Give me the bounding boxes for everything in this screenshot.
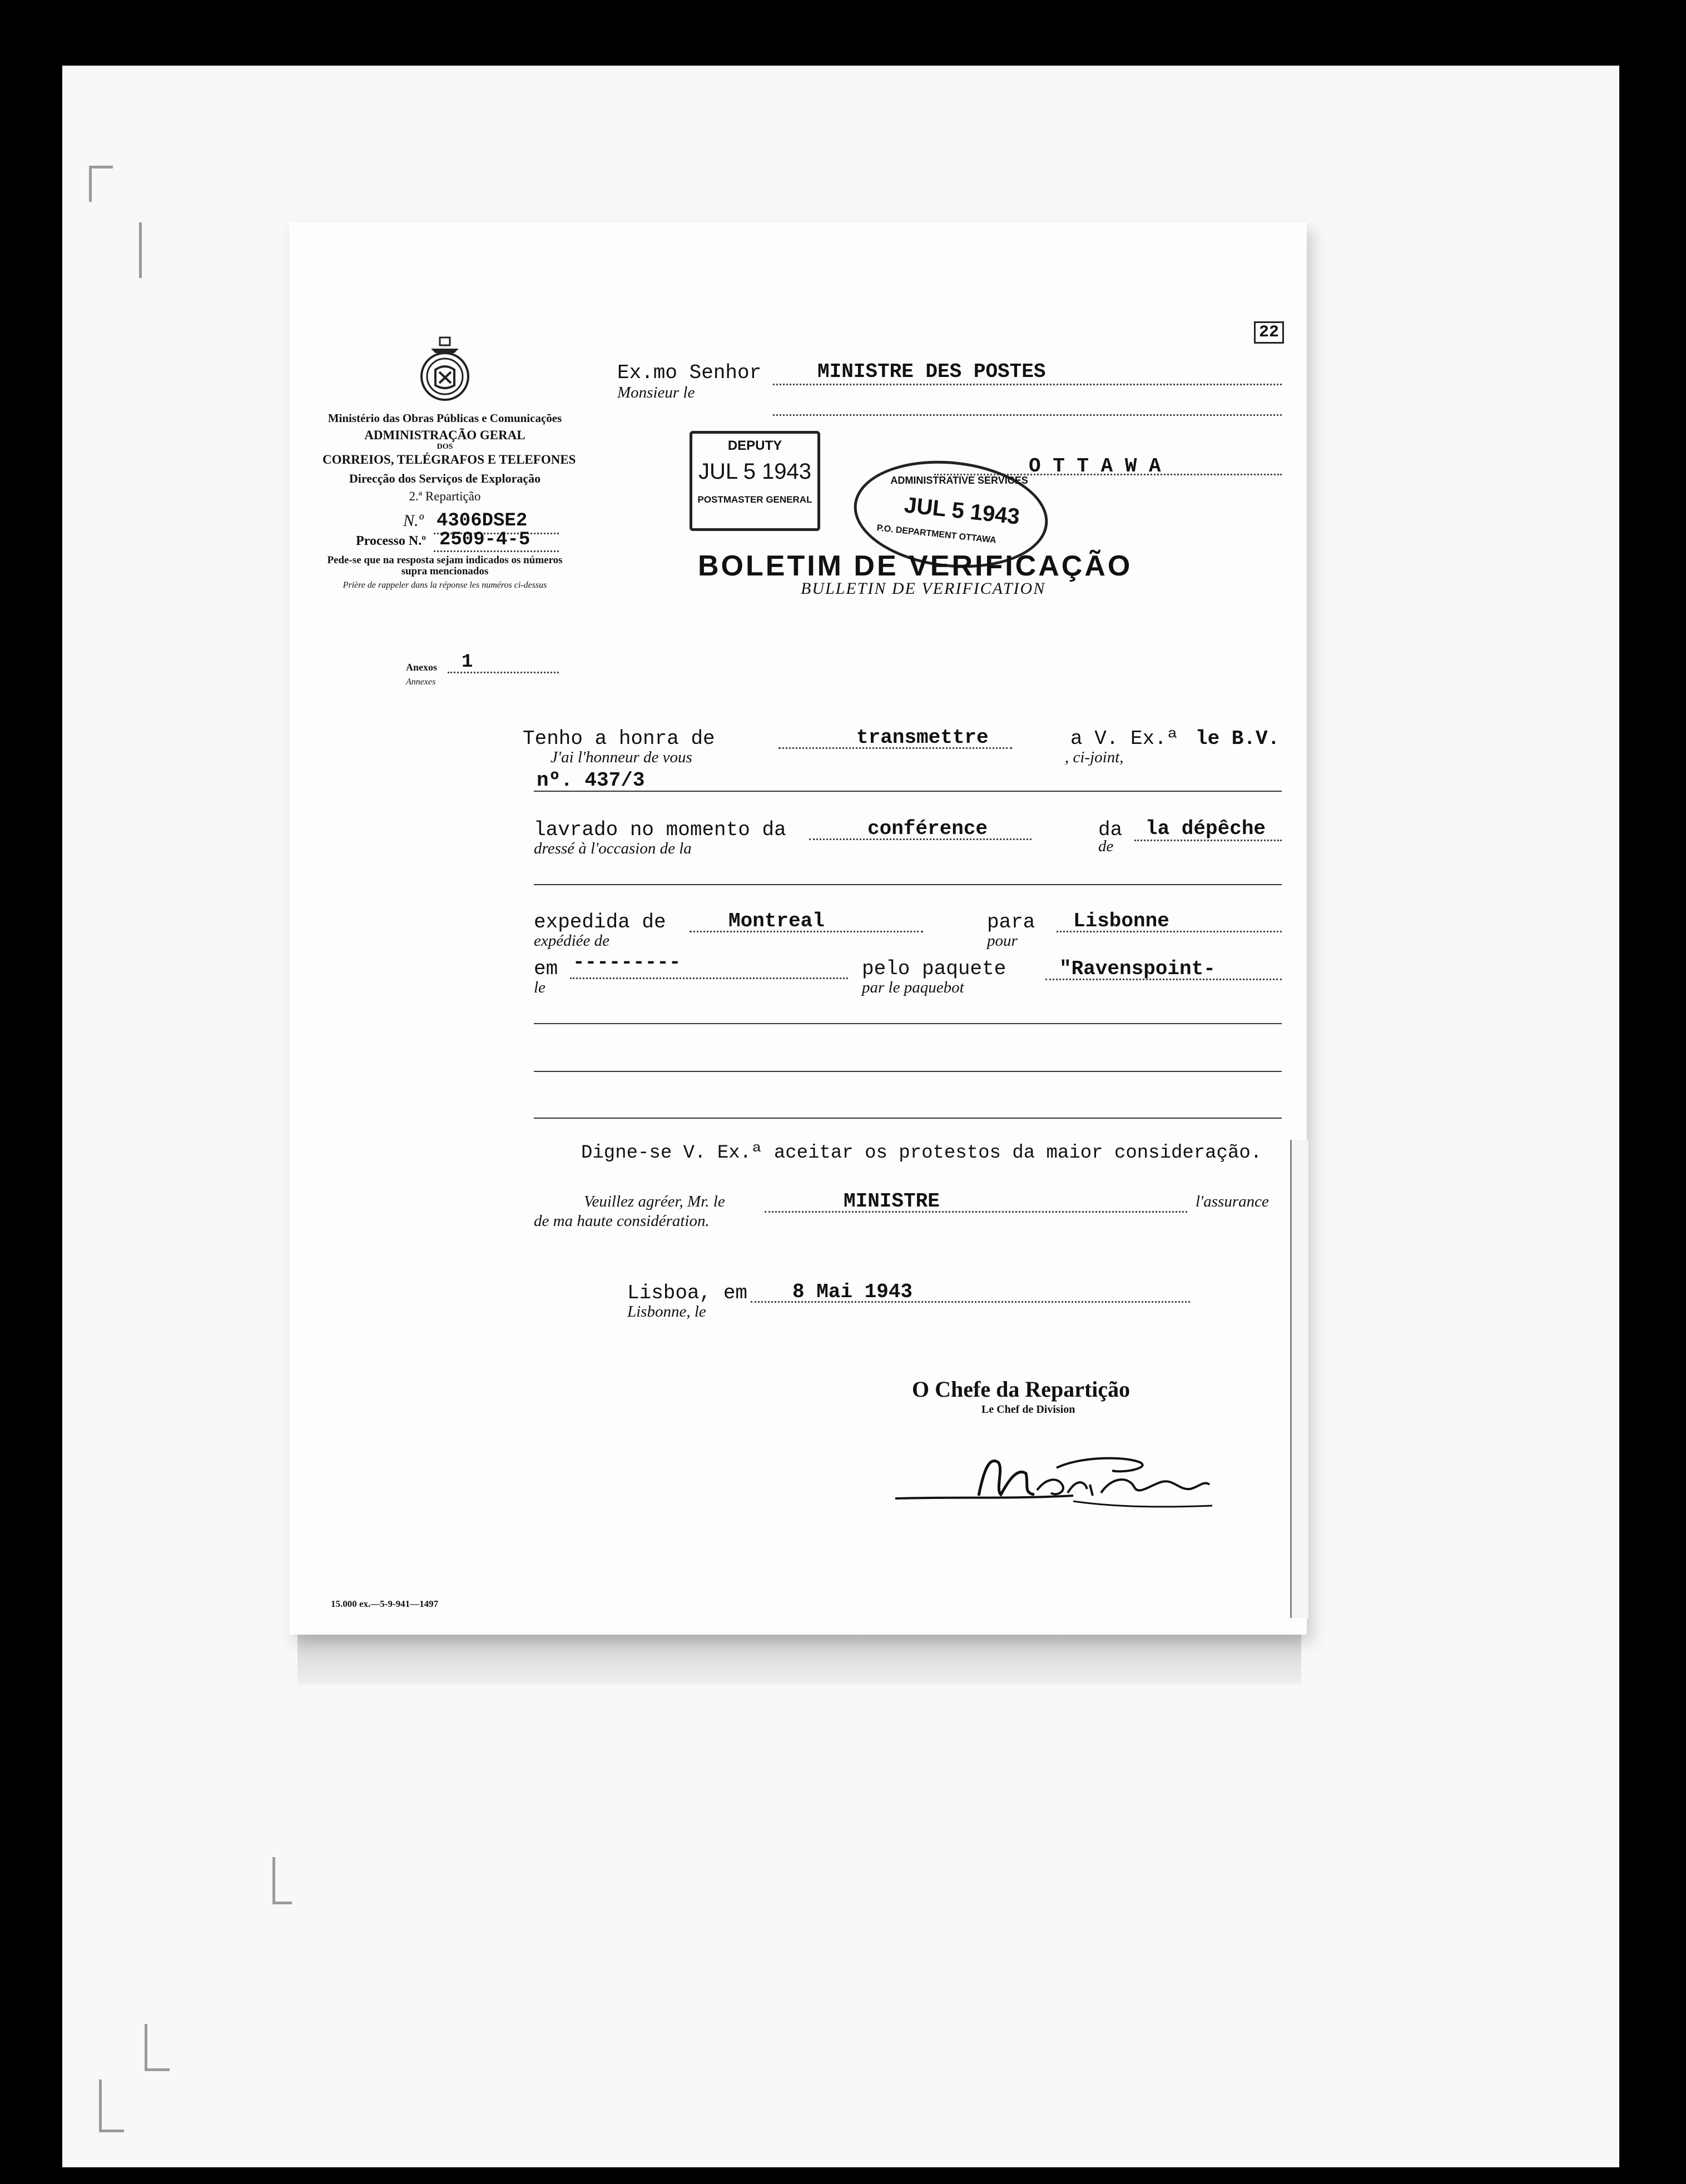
anexos-value: 1 [462,652,473,673]
em-fr: le [534,979,546,996]
conference-value: conférence [867,817,988,840]
administration-line: ADMINISTRAÇÃO GERAL [364,428,525,442]
crop-mark-top-left-inner [139,222,151,278]
title-pt: BOLETIM DE VERIFICAÇÃO [698,550,1133,582]
numero-label: N.º [403,512,424,530]
annexes-label: Annexes [406,677,436,687]
addressee-city: O T T A W A [1029,455,1161,478]
anexos-line [448,672,559,673]
deputy-stamp-date: JUL 5 1943 [698,459,812,484]
ministry-line: Ministério das Obras Públicas e Comunicações [328,411,562,425]
processo-value: 2509-4-5 [439,529,530,550]
haute-text: de ma haute considération. [534,1212,710,1230]
expedida-pt: expedida de [534,911,666,934]
chefe-title: O Chefe da Repartição [912,1377,1130,1402]
avex-fr: , ci-joint, [1065,748,1124,766]
numero-value: 4306DSE2 [437,510,528,532]
lisbonne-value: Lisbonne [1073,910,1169,932]
admin-stamp-date: JUL 5 1943 [903,493,1021,529]
ship-value: "Ravenspoint- [1059,957,1216,980]
tenho-fr: J'ai l'honneur de vous [551,748,692,766]
signature-icon [890,1446,1234,1518]
paquete-fr: par le paquebot [862,979,964,996]
depeche-line [1134,840,1282,841]
priere-note: Prière de rappeler dans la réponse les numéros ci-dessus [343,580,547,590]
para-pt: para [987,911,1035,934]
direccao-line: Direcção dos Serviços de Exploração [349,471,541,485]
reparticao-line: 2.ª Repartição [409,489,481,503]
montreal-value: Montreal [728,910,825,932]
para-fr: pour [987,932,1018,950]
ctt-emblem-icon [414,336,475,403]
paquete-pt: pelo paquete [862,957,1006,980]
ministre-value: MINISTRE [844,1190,940,1213]
em-line [570,977,848,979]
avex-pt: a V. Ex.ª [1070,727,1179,750]
ministre-line [765,1211,1187,1213]
bulletin-document [289,222,1307,1635]
assurance-text: l'assurance [1196,1193,1269,1210]
crop-mark-bottom-left [272,1857,292,1904]
ship-line [1045,979,1282,980]
dos-line: DOS [437,443,453,451]
title-fr: BULLETIN DE VERIFICATION [801,579,1046,598]
tenho-pt: Tenho a honra de [523,727,715,750]
em-pt: em [534,957,558,980]
addressee-label-pt: Ex.mo Senhor [617,361,762,384]
lisbonne-line [1057,931,1282,932]
transmettre-line [778,747,1012,749]
crop-mark-bottom-left-outer [145,2024,170,2071]
processo-line [434,550,559,552]
date-value: 8 Mai 1943 [792,1280,913,1303]
digne-se-line: Digne-se V. Ex.ª aceitar os protestos da maior consideração. [581,1143,1262,1164]
anexos-label: Anexos [406,662,438,673]
addressee-label-fr: Monsieur le [617,384,695,401]
lisboa-fr: Lisbonne, le [627,1303,706,1321]
addressee-line-2 [773,414,1282,416]
bulletin-number: nº. 437/3 [537,769,645,792]
lavrado-fr: dressé à l'occasion de la [534,840,692,857]
date-line [751,1301,1190,1303]
conference-line [809,838,1032,840]
da-fr: de [1098,837,1114,855]
blank-line-2 [534,1023,1282,1024]
da-pt: da [1098,818,1123,841]
addressee-line-1 [773,384,1282,385]
admin-stamp-top: ADMINISTRATIVE SERVICES [890,475,1028,487]
chef-title-fr: Le Chef de Division [981,1403,1075,1416]
number-line [534,791,1282,792]
le-bv-value: le B.V. [1196,727,1280,750]
blank-line-1 [534,884,1282,885]
blank-line-3 [534,1071,1282,1072]
blank-line-4 [534,1118,1282,1119]
processo-label: Processo N.º [356,534,427,548]
transmettre-value: transmettre [856,726,989,749]
deputy-postmaster-stamp [690,431,820,531]
crop-mark-bottom-left-corner [99,2079,124,2132]
deputy-stamp-top: DEPUTY [727,438,782,453]
veuillez-text: Veuillez agréer, Mr. le [584,1193,725,1210]
print-code: 15.000 ex.—5-9-941—1497 [331,1599,439,1609]
depeche-value: la dépêche [1146,817,1266,840]
page-number: 22 [1254,321,1284,344]
lisboa-pt: Lisboa, em [627,1282,748,1304]
admin-stamp-bottom: P.O. DEPARTMENT OTTAWA [876,523,997,545]
deputy-stamp-bottom: POSTMASTER GENERAL [697,494,812,505]
page-edge-tab [1290,1140,1308,1618]
correios-line: CORREIOS, TELÉGRAFOS E TELEFONES [323,453,576,466]
lavrado-pt: lavrado no momento da [534,818,786,841]
expedida-fr: expédiée de [534,932,610,950]
em-value: --------- [573,951,681,974]
crop-mark-top-left [89,166,113,202]
pede-se-note: Pede-se que na resposta sejam indicados os números supra mencionados [327,554,563,577]
addressee-name: MINISTRE DES POSTES [817,360,1046,383]
montreal-line [690,931,923,932]
page-shadow [297,1632,1301,1685]
